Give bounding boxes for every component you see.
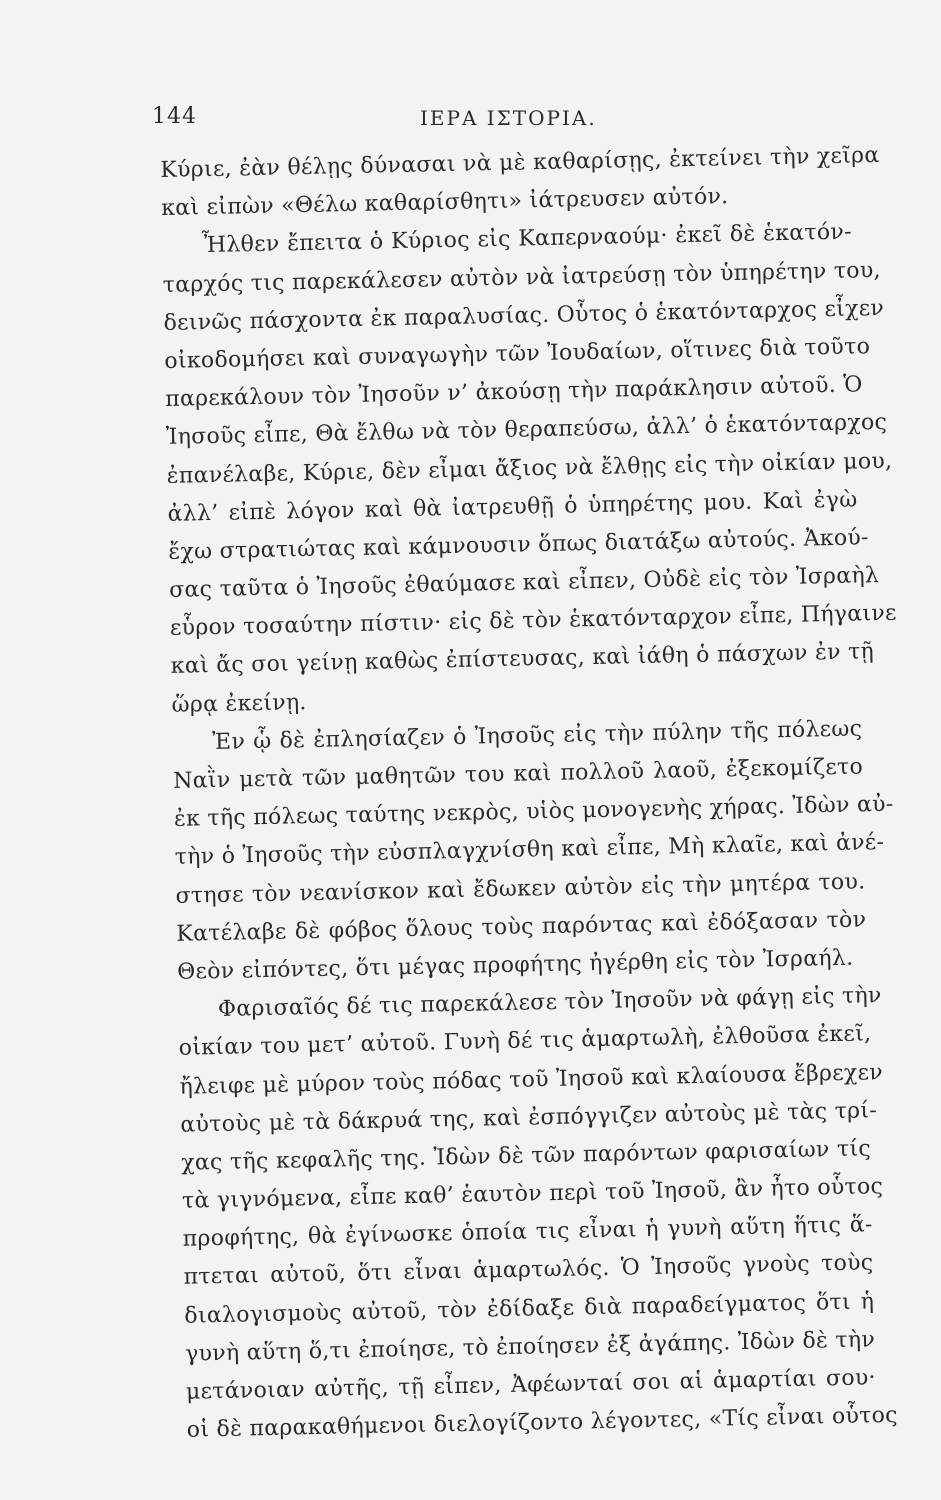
text-line: καὶ ἄς σοι γείνῃ καθὼς ἐπίστευσας, καὶ ἰάθη ὁ πάσχων ἐν τῇ <box>170 639 875 680</box>
text-line: ἐκ τῆς πόλεως ταύτης νεκρὸς, υἱὸς μονογενὴς χήρας. Ἰδὼν αὐ- <box>173 791 894 833</box>
text-line: οἱ δὲ παρακαθήμενοι διελογίζοντο λέγοντες, «Τίς εἶναι οὗτος <box>186 1403 899 1443</box>
text-line: καὶ εἰπὼν «Θέλω καθαρίσθητι» ἰάτρευσεν αὐτόν. <box>160 184 729 222</box>
text-line: στησε τὸν νεανίσκον καὶ ἔδωκεν αὐτὸν εἰς τὴν μητέρα του. <box>175 868 866 909</box>
text-line: ἔχω στρατιώτας καὶ κάμνουσιν ὅπως διατάξω αὐτούς. Ἀκού- <box>168 525 870 565</box>
text-line: οἰκοδομήσει καὶ συναγωγὴν τῶν Ἰουδαίων, οἵτινες διὰ τοῦτο <box>164 334 871 374</box>
text-line: αὐτοὺς μὲ τὰ δάκρυά της, καὶ ἐσπόγγιζεν αὐτοὺς μὲ τὰς τρί- <box>180 1097 878 1138</box>
text-line: Ἦλθεν ἔπειτα ὁ Κύριος εἰς Καπερναούμ· ἐκεῖ δὲ ἑκατόν- <box>201 219 853 259</box>
text-line: Θεὸν εἰπόντες, ὅτι μέγας προφήτης ἠγέρθη εἰς τὸν Ἰσραήλ. <box>176 945 854 985</box>
text-line: Φαρισαῖός δέ τις παρεκάλεσε τὸν Ἰησοῦν νὰ φάγῃ εἰς τὴν <box>217 983 882 1023</box>
text-line: προφήτης, θὰ ἐγίνωσκε ὁποία τις εἶναι ἡ γυνὴ αὕτη ἥτις ἅ- <box>182 1212 873 1253</box>
text-line: χας τῆς κεφαλῆς της. Ἰδὼν δὲ τῶν παρόντων φαρισαίων τίς <box>180 1136 872 1176</box>
running-title: ΙΕΡΑ ΙΣΤΟΡΙΑ. <box>420 106 597 130</box>
text-line: παρεκάλουν τὸν Ἰησοῦν ν’ ἀκούσῃ τὴν παράκλησιν αὐτοῦ. Ὁ <box>164 372 863 413</box>
text-line: σας ταῦτα ὁ Ἰησοῦς ἐθαύμασε καὶ εἶπεν, Οὐδὲ εἰς τὸν Ἰσραὴλ <box>168 563 880 603</box>
text-line: τὴν ὁ Ἰησοῦς τὴν εὐσπλαγχνίσθη καὶ εἶπε, Μὴ κλαῖε, καὶ ἀνέ- <box>174 830 885 871</box>
text-line: Κατέλαβε δὲ φόβος ὅλους τοὺς παρόντας καὶ ἐδόξασαν τὸν <box>176 907 867 947</box>
text-line: Ἰησοῦς εἶπε, Θὰ ἔλθω νὰ τὸν θεραπεύσω, ἀλλ’ ὁ ἑκατόνταρχος <box>165 410 888 451</box>
text-line: ἤλειφε μὲ μύρον τοὺς πόδας τοῦ Ἰησοῦ καὶ κλαίουσα ἔβρεχεν <box>179 1059 884 1100</box>
text-line: ταρχός τις παρεκάλεσεν αὐτὸν νὰ ἰατρεύσῃ τὸν ὑπηρέτην του, <box>162 257 882 298</box>
page-header <box>152 104 812 140</box>
text-line: διαλογισμοὺς αὐτοῦ, τὸν ἐδίδαξε διὰ παραδείγματος ὅτι ἡ <box>184 1288 875 1329</box>
text-line: μετάνοιαν αὐτῆς, τῇ εἶπεν, Ἀφέωνταί σοι αἱ ἁμαρτίαι σου· <box>185 1365 877 1405</box>
text-line: Κύριε, ἐὰν θέλῃς δύνασαι νὰ μὲ καθαρίσῃς, ἐκτείνει τὴν χεῖρα <box>160 142 880 183</box>
text-line: οἰκίαν του μετ’ αὐτοῦ. Γυνὴ δέ τις ἁμαρτωλὴ, ἐλθοῦσα ἐκεῖ, <box>178 1021 872 1062</box>
text-line: δεινῶς πάσχοντα ἐκ παραλυσίας. Οὗτος ὁ ἑκατόνταρχος εἶχεν <box>163 295 885 336</box>
text-line: Ναῒν μετὰ τῶν μαθητῶν του καὶ πολλοῦ λαοῦ, ἐξεκομίζετο <box>172 754 864 794</box>
text-line: εὗρον τοσαύτην πίστιν· εἰς δὲ τὸν ἑκατόνταρχον εἶπε, Πήγαινε <box>169 600 897 642</box>
text-line: ὥρᾳ ἐκείνῃ. <box>171 689 307 718</box>
body-text <box>160 138 899 1451</box>
text-line: γυνὴ αὕτη ὅ,τι ἐποίησε, τὸ ἐποίησεν ἐξ ἀγάπης. Ἰδὼν δὲ τὴν <box>184 1327 876 1367</box>
text-line: πτεται αὐτοῦ, ὅτι εἶναι ἁμαρτωλός. Ὁ Ἰησοῦς γνοὺς τοὺς <box>183 1250 874 1291</box>
text-line: Ἐν ᾧ δὲ ἐπλησίαζεν ὁ Ἰησοῦς εἰς τὴν πύλην τῆς πόλεως <box>212 716 863 755</box>
text-line: ἐπανέλαβε, Κύριε, δὲν εἶμαι ἄξιος νὰ ἔλθῃς εἰς τὴν οἰκίαν μου, <box>166 448 893 489</box>
text-line: ἀλλ’ εἰπὲ λόγον καὶ θὰ ἰατρευθῇ ὁ ὑπηρέτης μου. Καὶ ἐγὼ <box>167 487 858 527</box>
text-line: τὰ γιγνόμενα, εἶπε καθ’ ἑαυτὸν περὶ τοῦ Ἰησοῦ, ἂν ἦτο οὗτος <box>181 1174 884 1214</box>
page-number: 144 <box>152 104 197 129</box>
